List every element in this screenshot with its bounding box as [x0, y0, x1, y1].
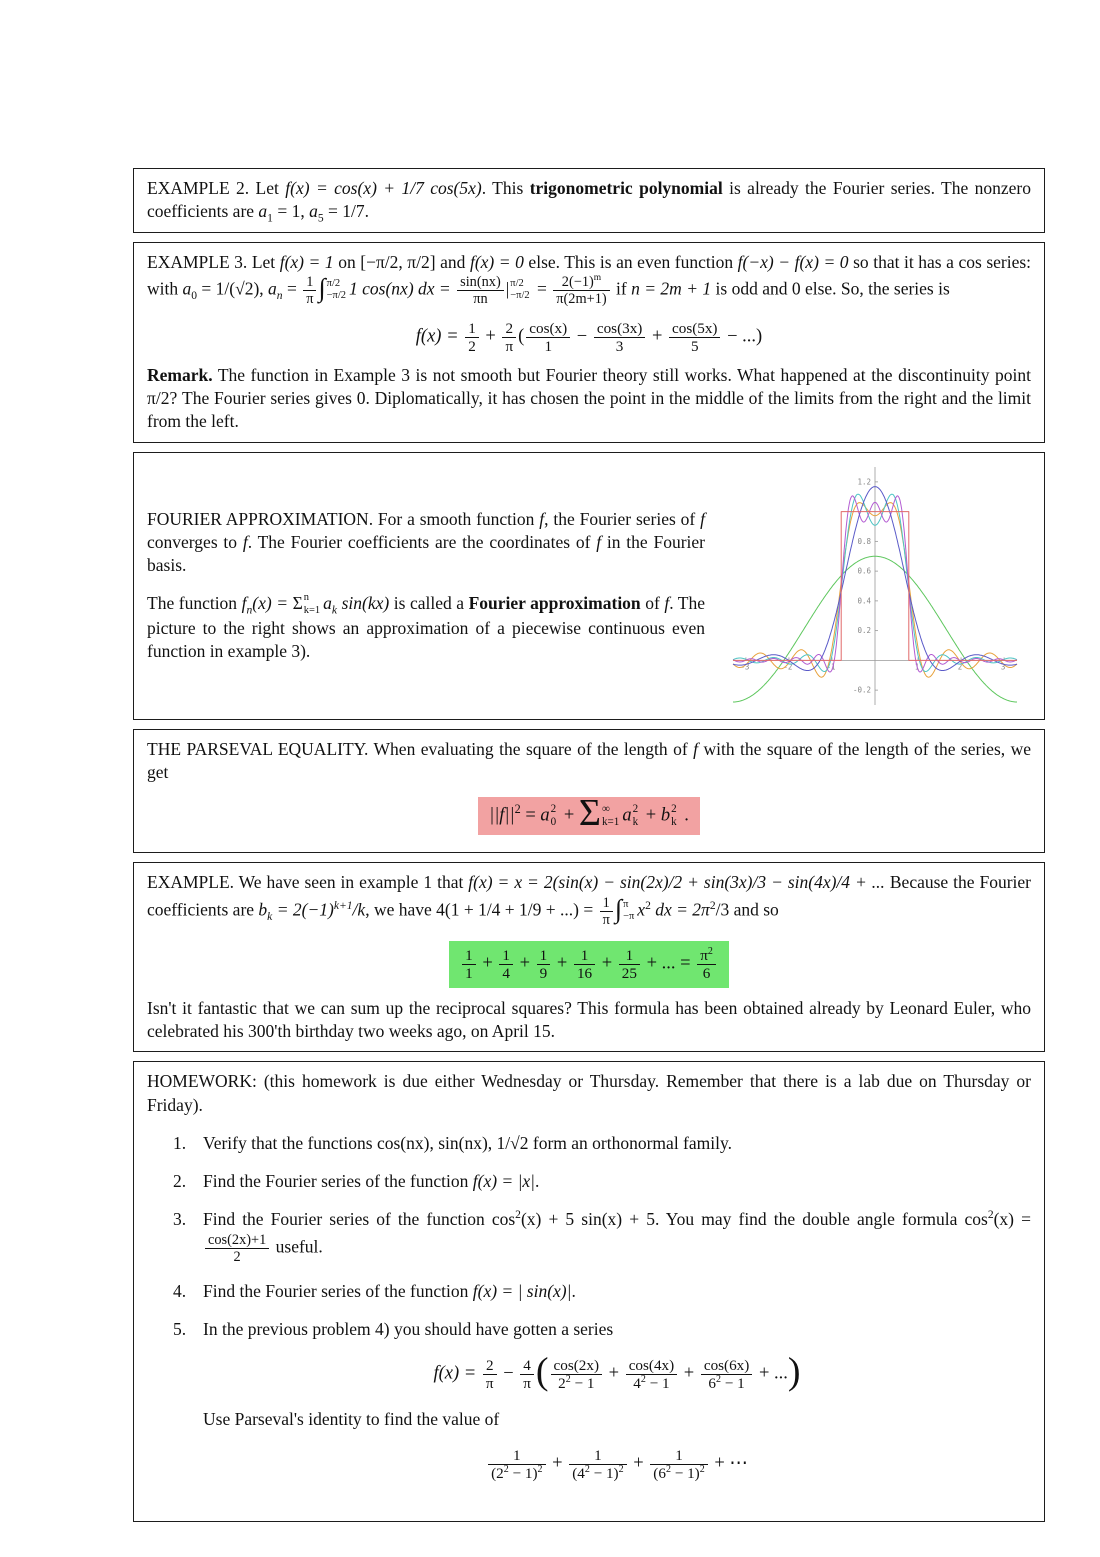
example-sum-text: EXAMPLE. We have seen in example 1 that f(x) = x = 2(sin(x) − sin(2x)/2 + sin(3x)/3 − sin(4x)/4 + ... Because the Fourier coefficients are $b_k = 2(-1)^{k+1}/k$, we have 4(1 + 1/4 + 1/9 + ...) = $\frac{1}{\pi}$ ∫ π −π $x^2$ dx = $2\pi^2/3$ and so	[147, 872, 1032, 928]
svg-text:2: 2	[957, 662, 963, 672]
example-3-text: EXAMPLE 3. Let f(x) = 1 on [−π/2, π/2] and f(x) = 0 else. This is an even function f(−x) − f(x) = 0 so that it has a cos series: with $a_0 = 1/(√2)$, $a_n$ = $\frac{1}{\pi}$ ∫ π/2 −π/2 1 cos(nx) dx = $\frac{\sin(nx)}{\pi n}$ | π/2 −π/2 = $\frac{2(-1)^m}{\pi(2m+1)}$ if n = 2m + 1 is odd and 0 else. So, the series is	[147, 251, 1032, 307]
homework-item-5-body	[203, 1318, 1031, 1498]
homework-item-2-number: 2.	[173, 1171, 187, 1192]
example-2-text: EXAMPLE 2. Let f(x) = cos(x) + 1/7 cos(5x). This trigonometric polynomial is already the Fourier series. The nonzero coefficients are $a_1 = 1$, $a_5 = 1/7$.	[147, 178, 1031, 225]
fourier-approximation-plot	[719, 461, 1031, 711]
svg-text:0.4: 0.4	[857, 596, 871, 606]
basel-sum-row	[147, 941, 1031, 988]
example-3-box	[133, 242, 1045, 443]
fourier-approximation-columns	[147, 461, 1031, 711]
svg-text:-1: -1	[826, 662, 836, 672]
basel-sum-highlight: $\frac{1}{1}$ + $\frac{1}{4}$ + $\frac{1}{9}$ + $\frac{1}{16}$ + $\frac{1}{25}$ + ... = $\frac{\pi^2}{6}$	[449, 941, 729, 988]
homework-5-series-formula: f(x) = $\frac{2}{\pi}$ − $\frac{4}{\pi}$ ( $\frac{\cos(2x)}{2^2 - 1}$ + $\frac{\cos(4x)}{4^2 - 1}$ + $\frac{\cos(6x)}{6^2 - 1}$ + ...)	[433, 1350, 801, 1393]
homework-item-1-text: Verify that the functions cos(nx), sin(nx), 1/√2 form an orthonormal family.	[203, 1132, 732, 1153]
homework-item-1-number: 1.	[173, 1132, 187, 1153]
homework-item-3-text: Find the Fourier series of the function $\cos^2(x) + 5$ sin(x) + 5. You may find the double angle formula $\cos^2(x)$ = $\frac{\cos(2x)+1}{2}$ useful.	[203, 1209, 1031, 1265]
svg-text:0.6: 0.6	[857, 566, 871, 576]
homework-item-1	[173, 1132, 1031, 1155]
homework-5-parseval-text: Use Parseval's identity to find the value of	[203, 1409, 500, 1430]
example-2-box	[133, 168, 1045, 233]
homework-item-2-text: Find the Fourier series of the function f(x) = |x|.	[203, 1171, 540, 1192]
homework-item-3	[173, 1208, 1031, 1264]
svg-text:-2: -2	[783, 662, 793, 672]
fourier-approximation-paragraph-2: The function $f_n(x) = \Sigma$ n k=1 $a_k$ sin(kx) is called a Fourier approximation of f. The picture to the right shows an approximation of a piecewise continuous even function in example 3).	[147, 592, 706, 662]
homework-box	[133, 1061, 1045, 1522]
homework-intro: HOMEWORK: (this homework is due either Wednesday or Thursday. Remember that there is a lab due on Thursday or Friday).	[147, 1071, 1031, 1115]
homework-item-4-number: 4.	[173, 1280, 187, 1301]
homework-item-5-text: In the previous problem 4) you should have gotten a series	[203, 1318, 614, 1339]
example-sum-box	[133, 862, 1045, 1052]
parseval-text: THE PARSEVAL EQUALITY. When evaluating the square of the length of f with the square of the length of the series, we get	[147, 738, 1031, 782]
parseval-box	[133, 729, 1045, 854]
svg-text:3: 3	[1000, 662, 1006, 672]
remark-text: Remark. The function in Example 3 is not smooth but Fourier theory still works. What happened at the discontinuity point π/2? The Fourier series gives 0. Diplomatically, it has chosen the point in the middle of the limits from the right and the limit from the left.	[147, 364, 1031, 432]
svg-text:1: 1	[914, 662, 920, 672]
parseval-formula-row	[147, 792, 1031, 835]
svg-text:0.2: 0.2	[857, 625, 871, 635]
homework-item-2	[173, 1170, 1031, 1193]
fourier-approximation-box	[133, 452, 1045, 720]
homework-item-3-number: 3.	[173, 1209, 187, 1230]
homework-item-5-number: 5.	[173, 1318, 187, 1339]
parseval-formula-highlight: $||f||^2 = a$ 2 0 + Σ ∞ k=1 a 2 k + b 2 k .	[478, 797, 700, 835]
euler-text: Isn't it fantastic that we can sum up the reciprocal squares? This formula has been obtained already by Leonard Euler, who celebrated his 300'th birthday two weeks ago, on April 15.	[147, 997, 1031, 1041]
lecture-notes-page	[133, 168, 1045, 1531]
svg-text:-0.2: -0.2	[852, 685, 871, 695]
homework-5-value-formula: $\frac{1}{(2^2 - 1)^2}$ + $\frac{1}{(4^2 - 1)^2}$ + $\frac{1}{(6^2 - 1)^2}$ + ⋯	[203, 1447, 1031, 1482]
example-3-series-formula: f(x) = $\frac{1}{2}$ + $\frac{2}{\pi}$ ( $\frac{\cos(x)}{1}$ − $\frac{\cos(3x)}{3}$ + $\frac{\cos(5x)}{5}$ − ...)	[415, 319, 763, 355]
homework-item-5	[173, 1318, 1031, 1498]
fourier-approximation-paragraph-1: FOURIER APPROXIMATION. For a smooth function f, the Fourier series of f converges to f. The Fourier coefficients are the coordinates of f in the Fourier basis.	[147, 508, 705, 576]
svg-text:-3: -3	[740, 662, 750, 672]
svg-text:0.8: 0.8	[857, 536, 871, 546]
homework-item-4	[173, 1280, 1031, 1303]
fourier-plot-svg	[719, 461, 1031, 711]
svg-text:1.2: 1.2	[857, 477, 871, 487]
fourier-approximation-text-column	[147, 508, 705, 664]
homework-item-4-text: Find the Fourier series of the function f(x) = | sin(x)|.	[203, 1280, 576, 1301]
